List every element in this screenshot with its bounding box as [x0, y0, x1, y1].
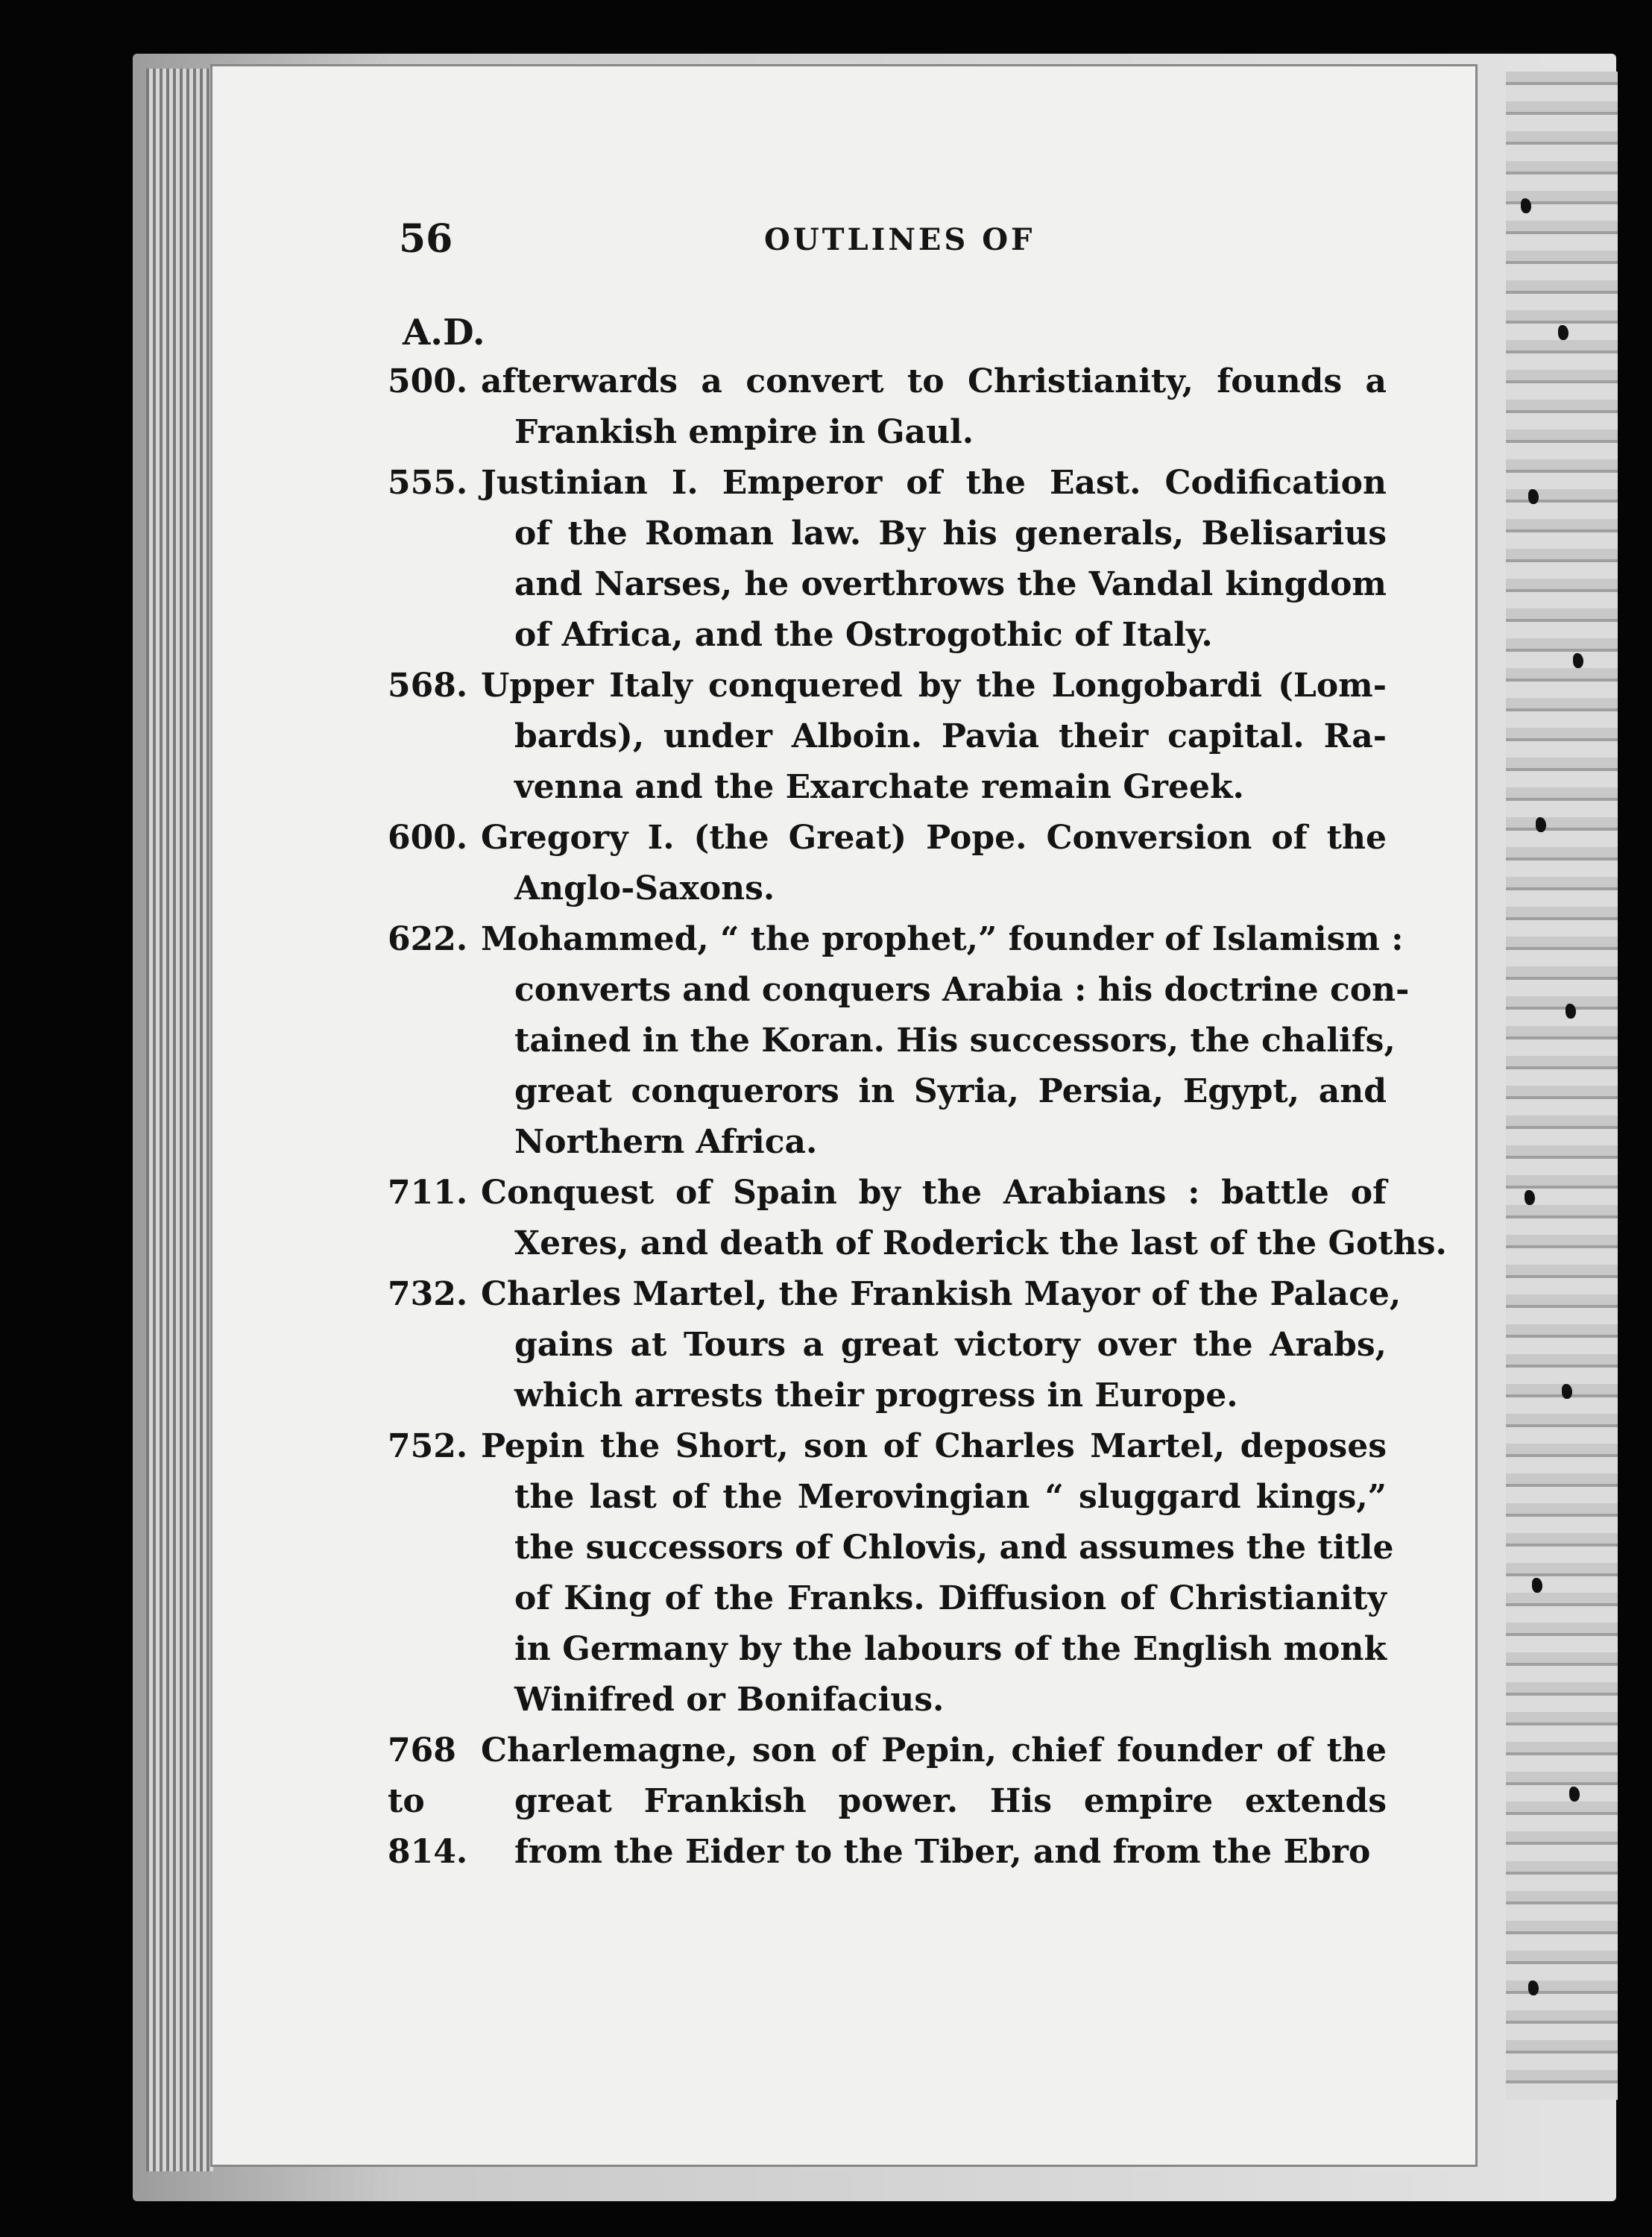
- entry-text: [481, 1168, 1447, 1269]
- entry-line: Xeres, and death of Roderick the last of the Goths.: [514, 1224, 1447, 1262]
- entry-text: [481, 1269, 1402, 1421]
- entry-line: Conquest of Spain by the Arabians : battle of: [481, 1174, 1387, 1212]
- entry-line: Frankish empire in Gaul.: [514, 413, 974, 451]
- ink-speck: [1558, 325, 1569, 340]
- ink-speck: [1521, 198, 1531, 213]
- ink-speck: [1528, 489, 1539, 504]
- ink-speck: [1532, 1578, 1542, 1593]
- entry-text: [481, 1725, 1387, 1878]
- ink-speck: [1562, 1384, 1572, 1399]
- ink-speck: [1536, 817, 1546, 832]
- entry-line: the last of the Merovingian “ sluggard kings,”: [514, 1478, 1387, 1516]
- entry-line: Gregory I. (the Great) Pope. Conversion of the: [481, 819, 1387, 857]
- ink-speck: [1528, 1980, 1539, 1995]
- entry-line: Northern Africa.: [514, 1123, 818, 1161]
- entry-year: 500.: [388, 362, 468, 400]
- entry-text: [481, 813, 1387, 914]
- facing-page-edge: [1506, 72, 1618, 2100]
- entry-line: Winifred or Bonifacius.: [514, 1681, 945, 1719]
- entry-line: converts and conquers Arabia : his doctrine con-: [514, 971, 1410, 1009]
- page-number: 56: [399, 216, 453, 262]
- entry-line: of the Roman law. By his generals, Belisarius: [514, 515, 1387, 553]
- entry-line: Justinian I. Emperor of the East. Codification: [481, 464, 1387, 502]
- entry-year: 568.: [388, 667, 468, 705]
- ink-speck: [1525, 1190, 1535, 1205]
- entry-line: of Africa, and the Ostrogothic of Italy.: [514, 616, 1213, 654]
- entry-line: afterwards a convert to Christianity, founds a: [481, 362, 1387, 400]
- entry-line: Upper Italy conquered by the Longobardi (Lom-: [481, 667, 1387, 705]
- page-stack-edge: [146, 69, 213, 2171]
- ink-speck: [1573, 653, 1583, 668]
- entry-line: the successors of Chlovis, and assumes the title: [514, 1529, 1394, 1567]
- entry-year: 622.: [388, 920, 468, 958]
- entry-text: [481, 458, 1387, 661]
- entry-line: venna and the Exarchate remain Greek.: [514, 768, 1244, 806]
- entry-line: Pepin the Short, son of Charles Martel, deposes: [481, 1427, 1387, 1465]
- entry-year: 752.: [388, 1427, 468, 1465]
- entry-line: Charles Martel, the Frankish Mayor of the Palace,: [481, 1275, 1402, 1313]
- entry-line: gains at Tours a great victory over the Arabs,: [514, 1326, 1387, 1364]
- entry-year: 600.: [388, 819, 468, 857]
- ink-speck: [1566, 1004, 1576, 1019]
- entry-line: bards), under Alboin. Pavia their capital. Ra-: [514, 717, 1387, 755]
- entry-line: in Germany by the labours of the English monk: [514, 1630, 1387, 1668]
- entry-line: tained in the Koran. His successors, the chalifs,: [514, 1022, 1396, 1060]
- entry-line: Charlemagne, son of Pepin, chief founder of the: [481, 1731, 1387, 1769]
- entry-line: great Frankish power. His empire extends: [514, 1782, 1387, 1820]
- entry-text: [481, 661, 1387, 813]
- entry-year: 732.: [388, 1275, 468, 1313]
- entry-line: from the Eider to the Tiber, and from the Ebro: [514, 1833, 1371, 1871]
- entry-line: and Narses, he overthrows the Vandal kingdom: [514, 565, 1387, 603]
- entry-text: [481, 1421, 1394, 1725]
- entry-year: 768 to 814.: [388, 1731, 468, 1871]
- entry-line: which arrests their progress in Europe.: [514, 1377, 1238, 1415]
- entry-text: [481, 914, 1410, 1168]
- entry-line: Anglo-Saxons.: [514, 869, 775, 907]
- entry-text: [481, 356, 1387, 458]
- entry-year: 711.: [388, 1174, 468, 1212]
- ink-speck: [1569, 1787, 1580, 1802]
- entry-line: great conquerors in Syria, Persia, Egypt, and: [514, 1072, 1387, 1110]
- page-header: [399, 216, 1383, 268]
- entry-line: Mohammed, “ the prophet,” founder of Islamism :: [481, 920, 1404, 958]
- entry-year: 555.: [388, 464, 468, 502]
- entry-line: of King of the Franks. Diffusion of Christianity: [514, 1579, 1387, 1617]
- running-head: OUTLINES OF: [764, 222, 1035, 257]
- era-label: A.D.: [403, 312, 485, 353]
